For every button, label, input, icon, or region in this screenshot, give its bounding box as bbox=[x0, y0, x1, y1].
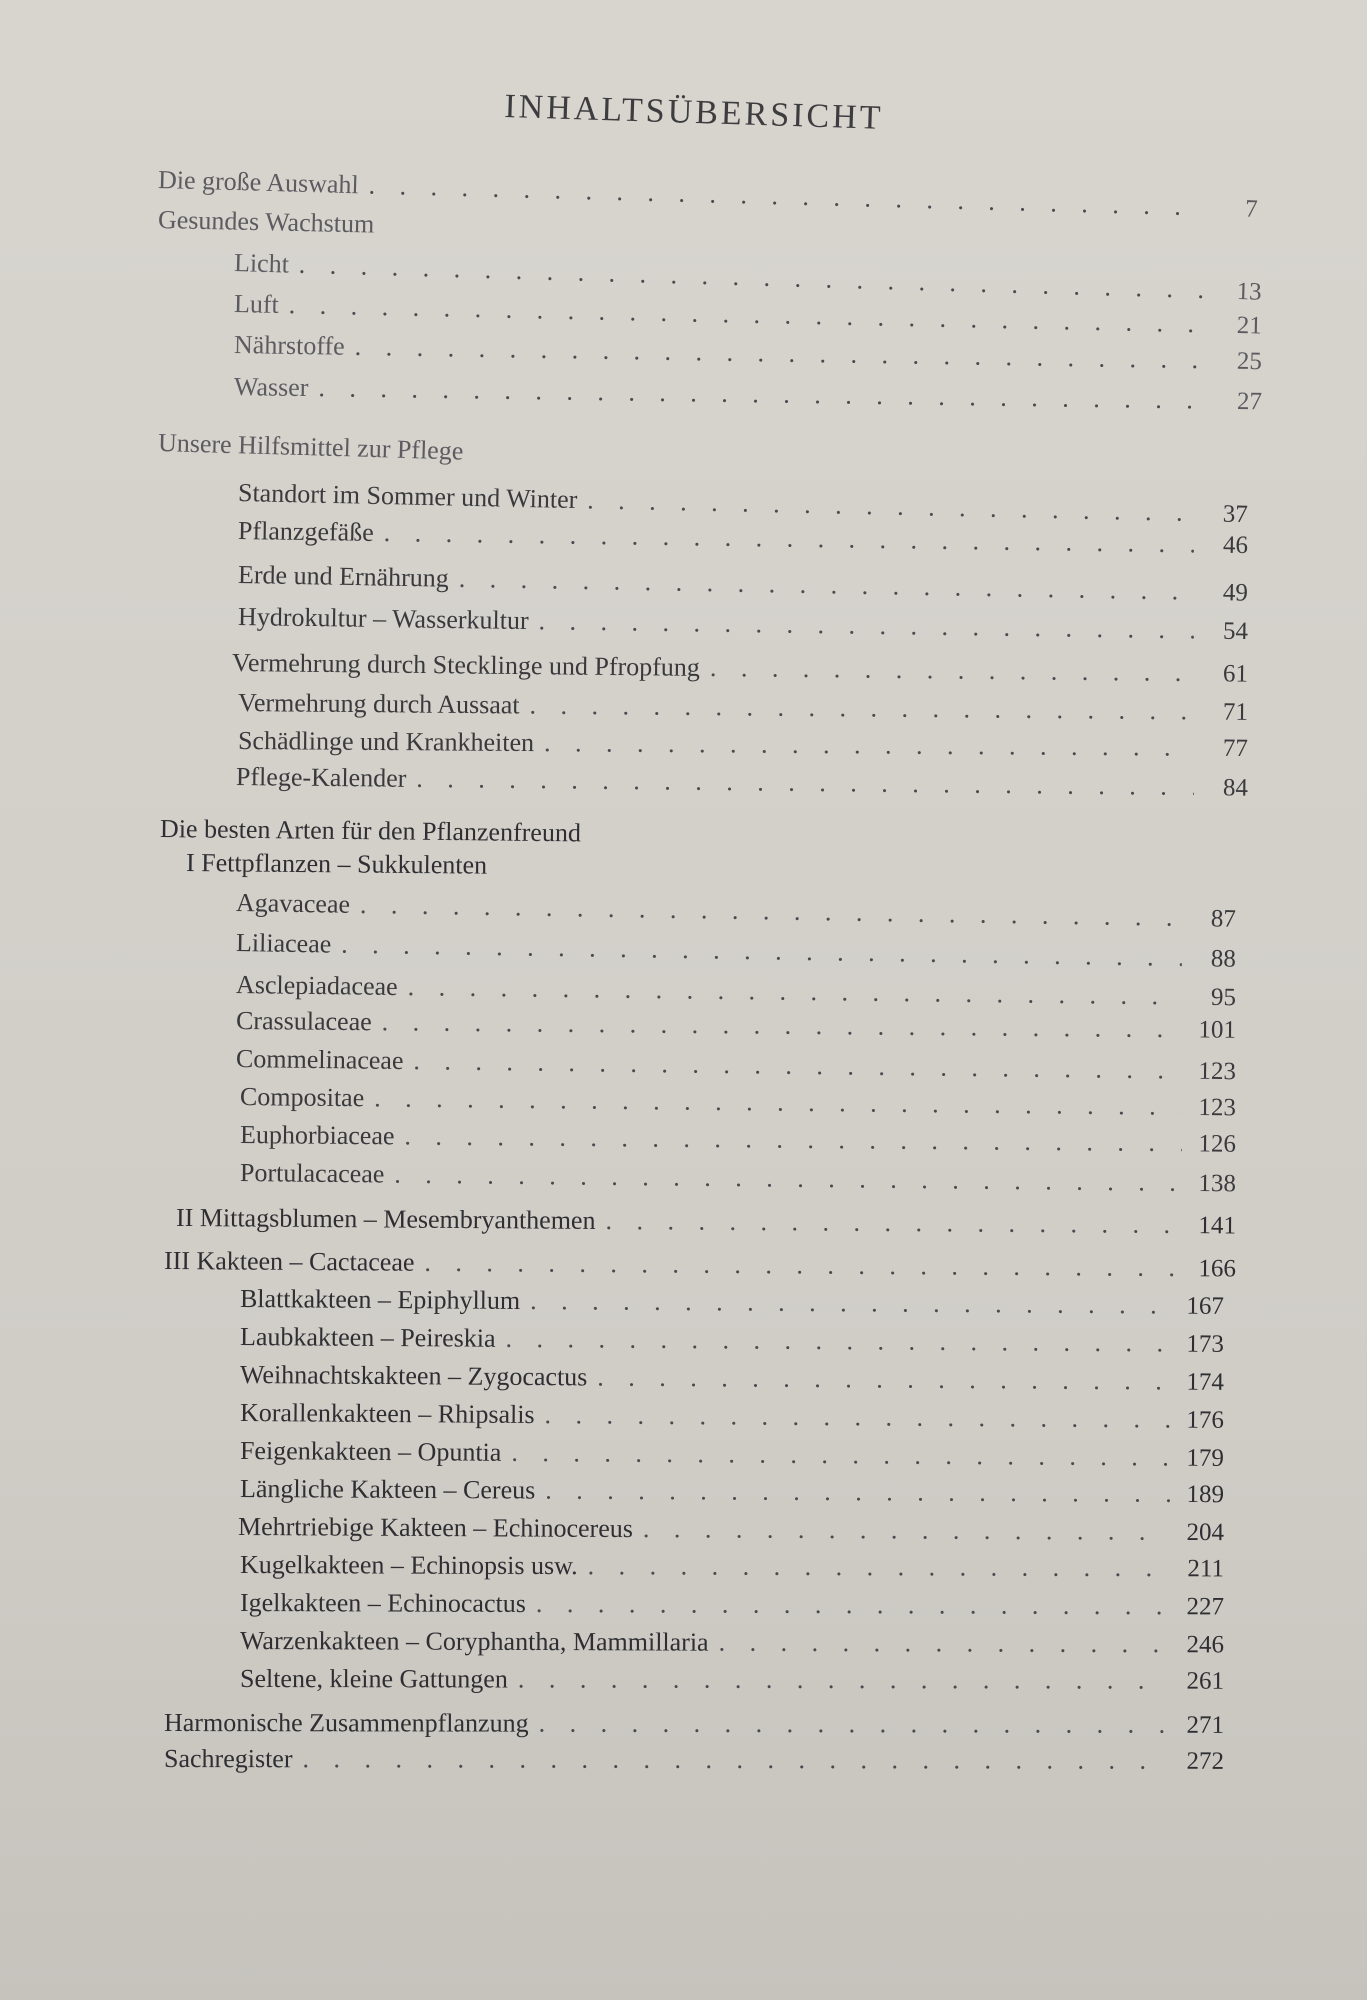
toc-entry-page: 95 bbox=[1210, 983, 1237, 1012]
toc-entry-page: 126 bbox=[1198, 1130, 1237, 1158]
toc-entry-page: 179 bbox=[1186, 1444, 1225, 1472]
toc-entry-page: 138 bbox=[1198, 1170, 1237, 1198]
toc-entry bbox=[176, 1203, 1236, 1244]
toc-entry-page: 173 bbox=[1186, 1330, 1225, 1358]
toc-entry bbox=[240, 1436, 1224, 1477]
toc-entry-label: Blattkakteen – Epiphyllum bbox=[239, 1284, 521, 1315]
toc-entry-page: 272 bbox=[1186, 1747, 1225, 1775]
toc-entry-label: Erde und Ernährung bbox=[237, 560, 450, 593]
toc-entry-page: 204 bbox=[1186, 1518, 1225, 1547]
leader-dots bbox=[408, 972, 1183, 1011]
toc-entry-label: Nährstoffe bbox=[233, 330, 345, 361]
leader-dots bbox=[545, 1476, 1170, 1509]
toc-entry-page: 176 bbox=[1186, 1406, 1225, 1434]
toc-entry-page: 27 bbox=[1236, 388, 1263, 416]
toc-entry-label: Standort im Sommer und Winter bbox=[237, 478, 578, 515]
toc-entry-label: Warzenkakteen – Coryphantha, Mammillaria bbox=[239, 1626, 709, 1657]
toc-entry-page: 88 bbox=[1210, 945, 1237, 973]
toc-entry-page: 167 bbox=[1186, 1292, 1225, 1320]
toc-entry-label: III Kakteen – Cactaceae bbox=[163, 1246, 415, 1277]
leader-dots bbox=[511, 1438, 1170, 1473]
leader-dots bbox=[529, 691, 1194, 727]
toc-entry-page bbox=[714, 240, 758, 241]
toc-entry-label: Euphorbiaceae bbox=[239, 1120, 395, 1151]
toc-entry-page: 49 bbox=[1222, 579, 1249, 607]
toc-entry-label: Portulacaceae bbox=[239, 1158, 385, 1189]
toc-entry-page: 61 bbox=[1222, 660, 1249, 688]
toc-entry-label: Liliaceae bbox=[235, 928, 332, 959]
toc-entry-label: Licht bbox=[233, 248, 290, 279]
toc-entry-page: 123 bbox=[1198, 1057, 1237, 1086]
toc-entry-page: 174 bbox=[1186, 1368, 1225, 1396]
toc-entry-page bbox=[814, 469, 858, 470]
toc-entry-page: 21 bbox=[1236, 312, 1263, 340]
toc-entry bbox=[186, 848, 786, 887]
page-title: INHALTSÜBERSICHT bbox=[503, 88, 885, 137]
toc-entry-page: 84 bbox=[1222, 774, 1249, 802]
toc-entry bbox=[240, 1398, 1224, 1439]
toc-entry-label: Korallenkakteen – Rhipsalis bbox=[239, 1398, 535, 1430]
toc-entry bbox=[240, 1474, 1224, 1513]
toc-entry bbox=[238, 1512, 1224, 1551]
toc-entry-label: Kugelkakteen – Echinopsis usw. bbox=[239, 1550, 578, 1581]
toc-entry-label: I Fettpflanzen – Sukkulenten bbox=[185, 848, 488, 880]
toc-entry bbox=[164, 1744, 1224, 1780]
toc-entry bbox=[164, 1708, 1224, 1744]
toc-entry-label: Hydrokultur – Wasserkultur bbox=[237, 602, 529, 636]
toc-entry-page: 77 bbox=[1222, 734, 1249, 763]
toc-entry bbox=[232, 648, 1248, 693]
toc-entry-label: II Mittagsblumen – Mesembryanthemen bbox=[175, 1203, 596, 1235]
toc-entry bbox=[158, 428, 859, 482]
leader-dots bbox=[413, 1046, 1182, 1085]
toc-entry-label: Feigenkakteen – Opuntia bbox=[239, 1436, 502, 1467]
leader-dots bbox=[473, 460, 803, 469]
leader-dots bbox=[382, 1007, 1183, 1044]
leader-dots bbox=[539, 1709, 1170, 1740]
toc-entry-label: Igelkakteen – Echinocactus bbox=[239, 1588, 526, 1618]
leader-dots bbox=[588, 1551, 1170, 1583]
toc-entry-page: 271 bbox=[1186, 1711, 1225, 1739]
toc-entry-page: 189 bbox=[1186, 1480, 1225, 1509]
leader-dots bbox=[459, 564, 1195, 607]
toc-entry bbox=[238, 602, 1248, 650]
toc-entry-label: Harmonische Zusammenpflanzung bbox=[163, 1708, 529, 1738]
leader-dots bbox=[538, 606, 1194, 645]
toc-entry-page: 123 bbox=[1198, 1094, 1237, 1122]
toc-entry-page: 13 bbox=[1236, 278, 1263, 306]
toc-entry-page: 166 bbox=[1198, 1255, 1237, 1283]
toc-entry-label: Vermehrung durch Aussaat bbox=[237, 688, 520, 720]
toc-entry bbox=[234, 372, 1262, 420]
toc-entry-page: 246 bbox=[1186, 1631, 1225, 1659]
leader-dots bbox=[416, 764, 1194, 802]
toc-entry bbox=[240, 1082, 1236, 1126]
toc-entry-label: Pflege-Kalender bbox=[235, 762, 407, 793]
toc-entry-page: 71 bbox=[1222, 698, 1249, 726]
leader-dots bbox=[302, 1744, 1170, 1776]
toc-entry bbox=[236, 928, 1236, 978]
toc-entry bbox=[240, 1588, 1224, 1625]
leader-dots bbox=[536, 1589, 1170, 1621]
toc-entry-page: 25 bbox=[1236, 347, 1263, 376]
toc-entry-label: Sachregister bbox=[163, 1744, 293, 1774]
leader-dots bbox=[341, 930, 1182, 973]
toc-entry-page: 46 bbox=[1222, 531, 1249, 560]
leader-dots bbox=[505, 1324, 1170, 1359]
toc-entry-label: Seltene, kleine Gattungen bbox=[239, 1664, 508, 1694]
toc-entry-page: 227 bbox=[1186, 1593, 1225, 1621]
toc-entry-label: Luft bbox=[233, 289, 280, 319]
leader-dots bbox=[643, 1514, 1170, 1547]
toc-entry bbox=[238, 726, 1248, 767]
toc-entry bbox=[240, 1158, 1236, 1202]
toc-entry-page: 54 bbox=[1222, 617, 1249, 646]
leader-dots bbox=[384, 233, 704, 240]
toc-entry-label: Mehrtriebige Kakteen – Echinocereus bbox=[237, 1512, 633, 1544]
leader-dots bbox=[424, 1248, 1182, 1283]
toc-entry-page: 211 bbox=[1187, 1555, 1225, 1583]
toc-entry-page: 87 bbox=[1210, 905, 1237, 933]
toc-entry-label: Gesundes Wachstum bbox=[157, 205, 375, 239]
toc-entry-label: Die große Auswahl bbox=[157, 165, 360, 200]
toc-entry-label: Unsere Hilfsmittel zur Pflege bbox=[157, 428, 464, 466]
toc-entry-label: Compositae bbox=[239, 1082, 365, 1113]
leader-dots bbox=[605, 1206, 1182, 1240]
toc-entry-label: Agavaceae bbox=[235, 888, 351, 919]
toc-entry bbox=[240, 1664, 1224, 1700]
leader-dots bbox=[404, 1121, 1182, 1158]
toc-entry-label: Längliche Kakteen – Cereus bbox=[239, 1474, 536, 1505]
toc-entry-label: Wasser bbox=[233, 372, 309, 403]
leader-dots bbox=[544, 728, 1194, 763]
toc-entry bbox=[240, 1550, 1224, 1587]
toc-entry-label: Schädlinge und Krankheiten bbox=[237, 726, 535, 758]
leader-dots bbox=[394, 1160, 1182, 1198]
leader-dots bbox=[360, 890, 1182, 933]
leader-dots bbox=[591, 842, 826, 844]
leader-dots bbox=[530, 1286, 1170, 1320]
leader-dots bbox=[545, 1400, 1171, 1434]
toc-entry-page: 37 bbox=[1222, 500, 1249, 529]
toc-entry-page: 101 bbox=[1198, 1016, 1237, 1044]
leader-dots bbox=[374, 1083, 1182, 1121]
toc-entry-label: Asclepiadaceae bbox=[235, 970, 398, 1001]
toc-entry bbox=[240, 1322, 1224, 1363]
toc-entry bbox=[240, 1120, 1236, 1163]
leader-dots bbox=[518, 1664, 1170, 1695]
toc-entry-label: Laubkakteen – Peireskia bbox=[239, 1322, 496, 1353]
toc-entry bbox=[236, 762, 1248, 807]
leader-dots bbox=[497, 874, 732, 876]
toc-entry bbox=[240, 1626, 1224, 1663]
toc-entry-label: Crassulaceae bbox=[235, 1006, 372, 1037]
leader-dots bbox=[318, 373, 1208, 415]
leader-dots bbox=[710, 653, 1194, 688]
toc-entry-page: 7 bbox=[1244, 195, 1259, 223]
toc-entry bbox=[240, 1284, 1224, 1325]
leader-dots bbox=[719, 1628, 1170, 1660]
toc-entry-label: Weihnachtskakteen – Zygocactus bbox=[239, 1360, 588, 1392]
toc-entry-label: Commelinaceae bbox=[235, 1044, 404, 1076]
toc-entry-label: Die besten Arten für den Pflanzenfreund bbox=[159, 814, 582, 848]
toc-entry-page: 261 bbox=[1186, 1667, 1225, 1695]
toc-entry-label: Pflanzgefäße bbox=[237, 516, 374, 547]
toc-entry-page: 141 bbox=[1198, 1212, 1237, 1240]
toc-entry bbox=[240, 1360, 1224, 1401]
leader-dots bbox=[597, 1362, 1170, 1396]
toc-entry bbox=[164, 1246, 1236, 1287]
toc-entry-label: Vermehrung durch Stecklinge und Pfropfung bbox=[231, 648, 701, 682]
toc-entry bbox=[238, 688, 1248, 731]
